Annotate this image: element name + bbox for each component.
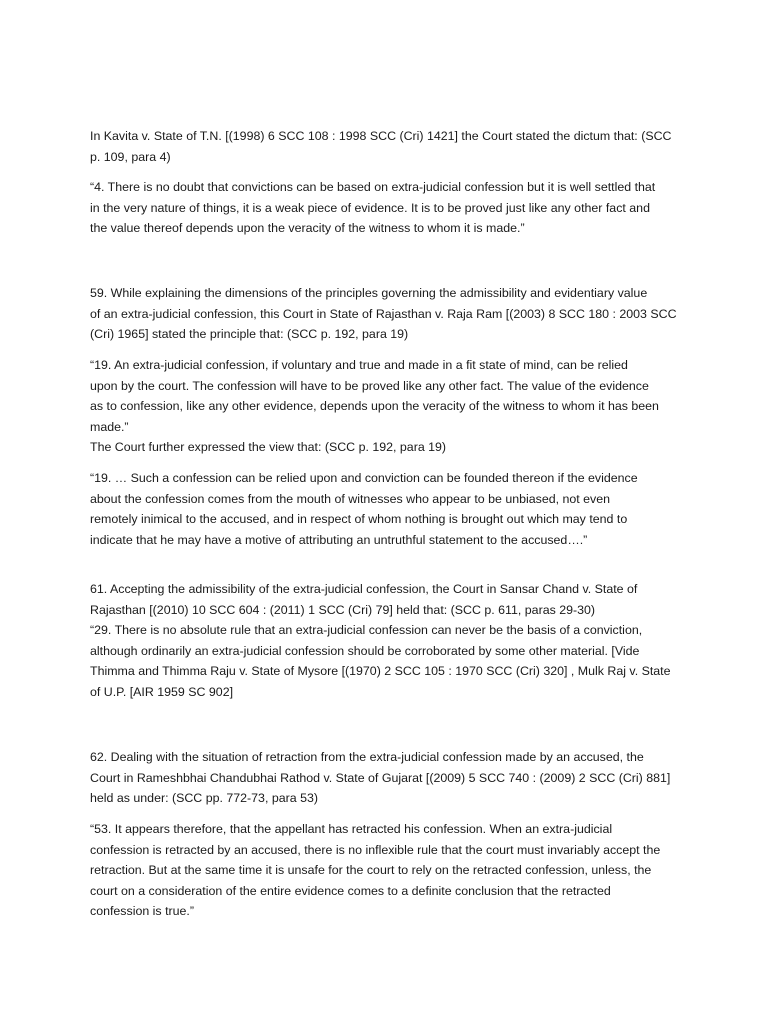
text-line: “4. There is no doubt that convictions can be based on extra-judicial confession but it is well settled that [90,180,656,194]
text-line: confession is retracted by an accused, there is no inflexible rule that the court must invariably accept the [90,842,661,857]
text-line: held as under: (SCC pp. 772-73, para 53) [90,791,318,805]
text-line: of an extra-judicial confession, this Court in State of Rajasthan v. Raja Ram [(2003) 8 SCC 180 : 2003 SCC [90,306,677,321]
text-line: Rajasthan [(2010) 10 SCC 604 : (2011) 1 SCC (Cri) 79] held that: (SCC p. 611, paras 29-30) [90,602,596,617]
text-line: 62. Dealing with the situation of retraction from the extra-judicial confession made by an accused, the [90,750,644,764]
paragraph-quote-53 [90,819,690,922]
text-line: upon by the court. The confession will have to be proved like any other fact. The value of the evidence [90,378,649,393]
text-line: indicate that he may have a motive of attributing an untruthful statement to the accused….” [90,532,588,547]
text-line: court on a consideration of the entire evidence comes to a definite conclusion that the retracted [90,883,611,898]
text-line: The Court further expressed the view that: (SCC p. 192, para 19) [90,440,447,454]
text-line: of U.P. [AIR 1959 SC 902] [90,684,234,699]
paragraph-59 [90,283,690,345]
paragraph-quote-4 [90,177,690,239]
text-line: although ordinarily an extra-judicial confession should be corroborated by some other material. [Vide [90,643,640,658]
text-line: in the very nature of things, it is a weak piece of evidence. It is to be proved just like any other fact and [90,200,650,215]
text-line: (Cri) 1965] stated the principle that: (SCC p. 192, para 19) [90,327,409,341]
text-line: “19. An extra-judicial confession, if voluntary and true and made in a fit state of mind, can be relied [90,358,628,372]
text-line: confession is true.” [90,904,194,918]
text-line: remotely inimical to the accused, and in respect of whom nothing is brought out which may tend to [90,512,628,526]
paragraph-61 [90,579,690,702]
text-line: Court in Rameshbhai Chandubhai Rathod v. State of Gujarat [(2009) 5 SCC 740 : (2009) 2 SCC (Cri) 881] [90,770,671,785]
text-line: “29. There is no absolute rule that an extra-judicial confession can never be the basis of a conviction, [90,623,643,637]
text-line: about the confession comes from the mouth of witnesses who appear to be unbiased, not even [90,491,611,506]
text-line: p. 109, para 4) [90,149,171,164]
text-line: as to confession, like any other evidence, depends upon the veracity of the witness to whom it has been [90,399,659,413]
text-line: retraction. But at the same time it is unsafe for the court to rely on the retracted confession, unless, the [90,863,652,877]
text-line: the value thereof depends upon the veracity of the witness to whom it is made.” [90,221,525,235]
text-line: “19. … Such a confession can be relied upon and conviction can be founded thereon if the evidence [90,471,638,485]
text-line: 59. While explaining the dimensions of the principles governing the admissibility and evidentiary value [90,286,648,300]
text-line: made.” [90,419,129,434]
text-line: 61. Accepting the admissibility of the extra-judicial confession, the Court in Sansar Chand v. State of [90,582,638,596]
text-line: In Kavita v. State of T.N. [(1998) 6 SCC 108 : 1998 SCC (Cri) 1421] the Court stated the dictum that: (SCC [90,129,672,143]
text-line: “53. It appears therefore, that the appellant has retracted his confession. When an extra-judicial [90,822,613,836]
paragraph-62 [90,747,690,809]
paragraph-kavita-intro [90,126,690,167]
text-line: Thimma and Thimma Raju v. State of Mysore [(1970) 2 SCC 105 : 1970 SCC (Cri) 320] , Mulk Raj v. State [90,664,671,678]
paragraph-quote-19-a [90,355,690,458]
paragraph-quote-19-b [90,468,690,550]
